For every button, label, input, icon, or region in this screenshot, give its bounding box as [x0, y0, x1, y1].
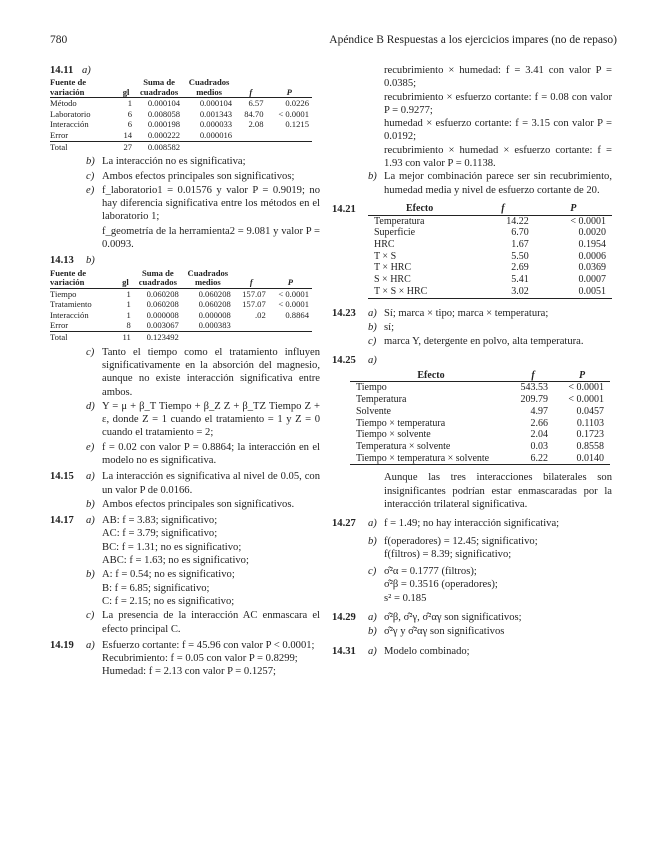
answer-a-line: recubrimiento × humedad: f = 3.41 con valor P = 0.0385; — [384, 65, 612, 90]
table-row — [50, 320, 312, 331]
col-header: f — [249, 277, 253, 288]
answer-b: b) Ambos efectos principales son significativos. — [86, 498, 295, 510]
table-cell: 0.060208 — [198, 288, 231, 299]
answer-d: d) Y = μ + β_T Tiempo + β_Z Z + β_TZ Tiempo Z + ε, donde Z = 1 cuando el tratamiento = 1 y Z = 0 cuando el tratamiento = 2; — [86, 400, 320, 439]
table-row — [50, 299, 312, 310]
answer-b: b) f(operadores) = 12.45; significativo; f(filtros) = 8.39; significativo; — [368, 535, 538, 560]
table-row — [50, 288, 312, 299]
answer-b: b) sí; — [368, 321, 395, 333]
answer-a: a) f = 1.49; no hay interacción significativa; — [368, 518, 560, 530]
table-cell — [267, 130, 312, 141]
col-header: P — [287, 277, 293, 288]
right-column — [332, 64, 612, 661]
col-header: P — [535, 203, 612, 215]
exercise-number: 14.21 — [332, 203, 356, 215]
table-cell: 0.060208 — [146, 288, 179, 299]
table-cell — [234, 332, 269, 343]
exercise-14-15 — [50, 470, 320, 511]
table-row — [350, 406, 610, 418]
table-cell: 2.69 — [511, 262, 529, 274]
col-header: P — [286, 86, 292, 97]
anova-table — [50, 269, 312, 343]
table-cell: 157.07 — [242, 299, 266, 310]
exercise-14-27 — [332, 517, 612, 605]
table-cell: HRC — [374, 239, 395, 251]
table-row — [350, 441, 610, 453]
answer-a: a) Sí; marca × tipo; marca × temperatura; — [368, 307, 549, 319]
table-cell: T × HRC — [374, 262, 412, 274]
table-cell: 5.41 — [511, 274, 529, 286]
table-cell: 0.003067 — [134, 320, 182, 331]
table-row — [350, 418, 610, 430]
exercise-number: 14.17 — [50, 515, 74, 527]
exercise-number: 14.23 — [332, 307, 356, 319]
exercise-14-19 — [50, 639, 320, 679]
table-cell: 14 — [117, 130, 135, 141]
answer-b: b) La mejor combinación parece ser sin recubrimiento, humedad media y nivel de esfuerzo cortante de 20. — [368, 171, 612, 196]
table-cell: T × S — [374, 250, 397, 262]
table-cell: 6.70 — [511, 227, 529, 239]
table-cell: < 0.0001 — [568, 382, 604, 394]
table-cell: Superficie — [374, 227, 416, 239]
table-row — [50, 141, 312, 152]
table-cell: 1 — [127, 98, 133, 109]
table-cell — [234, 320, 269, 331]
table-row — [368, 215, 612, 227]
table-cell: 209.79 — [520, 394, 548, 406]
table-cell: 0.000016 — [183, 130, 235, 141]
answer-a: a) AB: f = 3.83; significativo; AC: f = 3.79; significativo; BC: f = 1.31; no es significativo; ABC: f = 1.63; no es significativo; — [86, 515, 249, 567]
col-header: Cuadrados medios — [187, 267, 229, 288]
table-cell: 1 — [126, 299, 131, 310]
table-cell: 2.04 — [530, 429, 548, 441]
table-cell: Total — [50, 141, 68, 152]
table-cell: .02 — [255, 309, 266, 320]
table-cell: 543.53 — [520, 382, 548, 394]
answer-a: a) Esfuerzo cortante: f = 45.96 con valor P < 0.0001; Recubrimiento: f = 0.05 con valor P = 0.8299; Humedad: f = 2.13 con valor P = 0.1257; — [86, 639, 315, 678]
table-cell: 27 — [123, 141, 133, 152]
table-cell: 4.97 — [530, 405, 548, 417]
col-header: f — [512, 370, 554, 382]
table-cell: 0.123492 — [146, 332, 179, 343]
answer-c: c) Ambos efectos principales son significativos; — [86, 170, 295, 182]
exercise-14-25 — [332, 354, 612, 511]
table-cell — [267, 141, 312, 152]
table-cell — [269, 320, 312, 331]
table-cell: 0.0369 — [578, 262, 606, 274]
table-row — [368, 251, 612, 263]
table-cell: Tiempo — [50, 288, 77, 299]
col-header: Fuente de variación — [50, 267, 87, 288]
table-cell: 0.000008 — [198, 309, 231, 320]
answer-a-line: recubrimiento × humedad × esfuerzo cortante: f = 1.93 con valor P = 0.1138. — [384, 144, 612, 170]
table-cell: Solvente — [356, 405, 391, 417]
left-column — [50, 64, 320, 682]
col-header: gl — [122, 277, 129, 288]
exercise-14-13 — [50, 254, 320, 467]
table-row — [50, 109, 312, 120]
table-cell — [235, 141, 266, 152]
col-header: f — [249, 86, 253, 97]
table-cell: 1.67 — [511, 239, 529, 251]
table-cell: Interacción — [50, 119, 89, 130]
table-row — [50, 310, 312, 321]
answer-c: c) σ̂²α = 0.1777 (filtros); σ̂²β = 0.3516 (operadores); s² = 0.185 — [368, 566, 498, 604]
exercise-14-31 — [332, 645, 612, 658]
table-cell: 0.0020 — [578, 227, 606, 239]
answer-e: e) f_laboratorio1 = 0.01576 y valor P = 0.9019; no hay diferencia significativa entre los métodos en el laboratorio 1; — [86, 184, 320, 223]
table-cell: Error — [50, 130, 117, 141]
table-cell: 5.50 — [511, 250, 529, 262]
table-cell: Tiempo × temperatura — [356, 417, 446, 429]
table-cell: Total — [50, 332, 68, 343]
exercise-14-11 — [50, 64, 320, 251]
table-cell: 1 — [126, 288, 131, 299]
table-cell: Tiempo × solvente — [356, 429, 431, 441]
answer-b: b) A: f = 0.54; no es significativo; B: f = 6.85; significativo; C: f = 2.15; no es significativo; — [86, 569, 235, 607]
table-cell: T × S × HRC — [368, 286, 471, 298]
table-cell: 84.70 — [244, 108, 264, 119]
running-header: Apéndice B Respuestas a los ejercicios impares (no de repaso) — [329, 34, 617, 46]
table-cell: S × HRC — [374, 274, 411, 286]
table-cell: 0.1215 — [285, 119, 309, 130]
col-header: Cuadrados medios — [188, 77, 230, 97]
table-cell: 0.0051 — [535, 286, 612, 298]
part-label: a) — [82, 65, 91, 76]
exercise-14-19-continued — [332, 64, 612, 197]
table-cell: 157.07 — [242, 288, 266, 299]
table-cell: Tiempo — [356, 382, 387, 394]
table-cell: Error — [50, 320, 117, 331]
answer-b: b) σ̂²γ y σ̂²αγ son significativos — [368, 626, 505, 638]
table-cell: 1 — [126, 309, 131, 320]
table-cell: 0.8558 — [576, 441, 604, 452]
table-cell: 0.000383 — [182, 320, 234, 331]
table-cell — [182, 332, 234, 343]
exercise-14-29 — [332, 611, 612, 639]
table-row — [50, 98, 312, 109]
answer-a-line: recubrimiento × esfuerzo cortante: f = 0.08 con valor P = 0.9277; — [384, 91, 612, 116]
table-cell: 0.03 — [530, 441, 548, 452]
table-row — [368, 239, 612, 251]
table-cell: 3.02 — [471, 286, 534, 298]
table-row — [50, 119, 312, 130]
table-cell: 11 — [122, 332, 131, 343]
col-header: Suma de cuadrados — [139, 77, 179, 97]
table-cell: 0.008582 — [147, 141, 181, 152]
table-cell: Laboratorio — [50, 108, 91, 119]
table-cell: 6 — [127, 119, 133, 130]
table-cell: Tratamiento — [50, 299, 92, 310]
table-cell: 0.001343 — [199, 108, 233, 119]
table-row — [368, 227, 612, 239]
table-cell: 0.060208 — [198, 299, 231, 310]
table-row — [50, 332, 312, 343]
exercise-number: 14.13 — [50, 255, 74, 267]
col-header: Efecto — [350, 370, 512, 382]
table-cell: 0.000104 — [199, 98, 233, 109]
table-cell: Método — [50, 98, 77, 109]
page-number: 780 — [50, 34, 68, 46]
answer-a: a) Modelo combinado; — [368, 645, 470, 657]
exercise-number: 14.27 — [332, 518, 356, 530]
col-header: P — [554, 370, 610, 382]
exercise-number: 14.15 — [50, 471, 74, 483]
exercise-number: 14.11 — [50, 65, 74, 76]
col-header: Fuente de variación — [50, 77, 87, 97]
table-cell: 0.000222 — [135, 130, 183, 141]
table-cell: Interacción — [50, 309, 89, 320]
table-cell: 0.000198 — [147, 119, 181, 130]
table-cell: 0.060208 — [146, 299, 179, 310]
table-row — [350, 453, 610, 465]
table-cell: < 0.0001 — [568, 394, 604, 406]
table-cell: 0.1103 — [576, 417, 604, 429]
table-cell — [269, 332, 312, 343]
exercise-14-17 — [50, 514, 320, 636]
table-cell: 6.57 — [248, 98, 264, 109]
effects-table — [350, 370, 610, 466]
table-cell: Temperatura × solvente — [356, 441, 451, 452]
answer-a: a) σ̂²β, σ̂²γ, σ̂²αγ son significativos; — [368, 612, 522, 624]
exercise-number: 14.29 — [332, 612, 356, 624]
table-cell: 14.22 — [506, 215, 529, 227]
table-cell: 6 — [127, 108, 133, 119]
part-label: b) — [86, 255, 95, 267]
table-row — [350, 382, 610, 394]
exercise-14-21 — [332, 203, 612, 299]
answer-e: e) f = 0.02 con valor P = 0.8864; la interacción en el modelo no es significativa. — [86, 441, 320, 466]
exercise-number: 14.31 — [332, 645, 356, 657]
col-header: f — [471, 203, 534, 215]
table-cell: 2.66 — [530, 417, 548, 429]
answer-c: c) La presencia de la interacción AC enmascara el efecto principal C. — [86, 610, 320, 635]
table-row — [368, 262, 612, 274]
table-cell: < 0.0001 — [570, 215, 606, 227]
table-cell: 0.0140 — [554, 453, 610, 465]
table-row — [368, 286, 612, 298]
answer-a: a) La interacción es significativa al nivel de 0.05, con un valor P de 0.0166. — [86, 471, 320, 496]
table-cell: < 0.0001 — [278, 288, 309, 299]
note: Aunque las tres interacciones bilaterales son insignificantes podrían estar enmascaradas por la interacción trilateral significativa. — [384, 472, 612, 510]
exercise-number: 14.19 — [50, 639, 74, 651]
table-cell: 0.0007 — [578, 274, 606, 286]
anova-table — [50, 78, 312, 152]
table-cell: 0.1954 — [578, 239, 606, 251]
table-row — [350, 394, 610, 406]
answer-e-continued: f_geometría de la herramienta2 = 9.081 y valor P = 0.0093. — [102, 225, 320, 251]
table-cell: 0.0457 — [576, 405, 604, 417]
part-label: a) — [368, 355, 377, 367]
answer-c: c) marca Y, detergente en polvo, alta temperatura. — [368, 336, 584, 348]
table-cell: 8 — [117, 320, 134, 331]
table-cell: 0.1723 — [576, 429, 604, 441]
col-header: gl — [122, 86, 130, 97]
table-cell: 0.0226 — [285, 98, 309, 109]
table-cell: Temperatura — [374, 215, 425, 227]
effects-table — [368, 203, 612, 299]
table-cell: 0.000033 — [199, 119, 233, 130]
table-cell: 0.008058 — [147, 108, 181, 119]
table-row — [350, 429, 610, 441]
table-cell: 6.22 — [512, 453, 554, 465]
answer-c: c) Tanto el tiempo como el tratamiento influyen significativamente en la absorción del magnesio, aunque no existe interacción significativa entre ambos. — [86, 346, 320, 398]
exercise-14-23 — [332, 307, 612, 349]
table-cell: 0.000008 — [146, 309, 179, 320]
table-cell: 0.000104 — [147, 98, 181, 109]
answer-b: b) La interacción no es significativa; — [86, 156, 246, 168]
table-cell: < 0.0001 — [278, 299, 309, 310]
col-header: Efecto — [368, 203, 471, 215]
table-cell — [235, 130, 266, 141]
table-cell: 0.0006 — [578, 250, 606, 262]
answer-a-line: humedad × esfuerzo cortante: f = 3.15 con valor P = 0.0192; — [384, 118, 612, 143]
table-row — [368, 274, 612, 286]
table-cell: Temperatura — [356, 394, 407, 406]
exercise-number: 14.25 — [332, 355, 356, 367]
table-cell — [183, 141, 235, 152]
table-cell: 2.08 — [248, 119, 264, 130]
table-row — [50, 130, 312, 141]
table-cell: 0.8864 — [285, 309, 309, 320]
table-cell: < 0.0001 — [278, 108, 309, 119]
col-header: Suma de cuadrados — [138, 267, 177, 288]
table-cell: Tiempo × temperatura × solvente — [350, 453, 512, 465]
